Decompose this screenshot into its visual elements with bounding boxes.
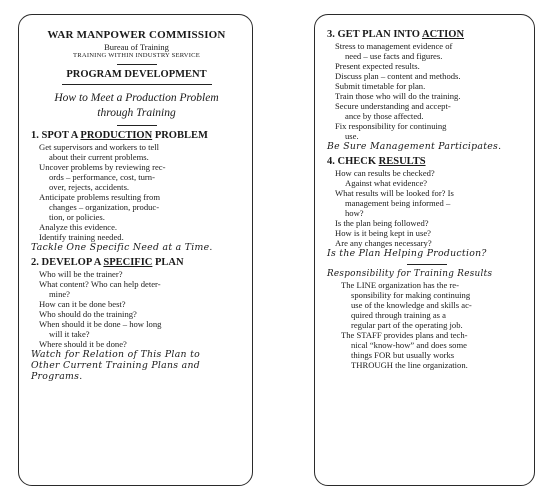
section-2-heading: [31, 257, 242, 269]
section-4-tagline: Is the Plan Helping Production?: [327, 248, 487, 259]
list-item-line: Secure understanding and accept-: [335, 101, 451, 111]
heading-suffix: PLAN: [152, 257, 184, 268]
list-item-line: mine?: [49, 289, 70, 299]
service-line: TRAINING WITHIN INDUSTRY SERVICE: [73, 52, 200, 59]
left-card: [18, 14, 253, 486]
list-item: [39, 142, 242, 162]
heading-keyword: SPECIFIC: [103, 257, 153, 268]
list-item-line: management being informed –: [345, 198, 451, 208]
divider: [117, 125, 157, 126]
list-item: [335, 228, 526, 238]
list-item-line: What content? Who can help deter-: [39, 279, 161, 289]
list-item-line: use.: [345, 131, 359, 141]
list-item-line: What results will be looked for? Is: [335, 188, 454, 198]
list-item-line: Present expected results.: [335, 61, 420, 71]
list-item-line: How is it being kept in use?: [335, 228, 431, 238]
list-item-line: Train those who will do the training.: [335, 91, 461, 101]
divider: [407, 264, 447, 265]
list-item-line: Identify training needed.: [39, 232, 124, 242]
list-item-line: Get supervisors and workers to tell: [39, 142, 160, 152]
list-item: [335, 238, 526, 248]
list-item-line: When should it be done – how long: [39, 319, 162, 329]
list-item: [335, 81, 526, 91]
list-item: [335, 121, 526, 141]
section-2-list: [31, 269, 242, 349]
list-item: [341, 280, 526, 330]
list-item: [335, 91, 526, 101]
list-item-line: Who should do the training?: [39, 309, 137, 319]
list-item-line: Analyze this evidence.: [39, 222, 118, 232]
heading-prefix: 3. GET PLAN INTO: [327, 29, 423, 40]
list-item: [335, 188, 526, 218]
list-item-line: Discuss plan – content and methods.: [335, 71, 461, 81]
list-item-line: Uncover problems by reviewing rec-: [39, 162, 166, 172]
list-item-line: Anticipate problems resulting from: [39, 192, 161, 202]
list-item-line: The STAFF provides plans and tech-: [341, 330, 468, 340]
list-item-line: need – use facts and figures.: [345, 51, 443, 61]
list-item-line: Who will be the trainer?: [39, 269, 123, 279]
list-item: [335, 218, 526, 228]
heading-keyword: RESULTS: [378, 156, 426, 167]
list-item-line: use of the knowledge and skills ac-: [351, 300, 472, 310]
list-item-line: regular part of the operating job.: [351, 320, 463, 330]
list-item-line: will it take?: [49, 329, 90, 339]
list-item-line: How can it be done best?: [39, 299, 126, 309]
list-item-line: over, rejects, accidents.: [49, 182, 130, 192]
tagline-line: Programs.: [31, 371, 83, 382]
heading-keyword: ACTION: [422, 29, 465, 40]
list-item-line: How can results be checked?: [335, 168, 435, 178]
section-4-list: [327, 168, 526, 248]
list-item-line: changes – organization, produc-: [49, 202, 160, 212]
heading-suffix: PROBLEM: [152, 130, 208, 141]
list-item-line: Where should it be done?: [39, 339, 127, 349]
list-item-line: quired through training as a: [351, 310, 446, 320]
list-item: [335, 61, 526, 71]
list-item: [335, 101, 526, 121]
heading-prefix: 2. DEVELOP A: [31, 257, 104, 268]
list-item: [39, 192, 242, 222]
list-item: [39, 232, 242, 242]
list-item: [39, 319, 242, 339]
list-item-line: nical “know-how” and does some: [351, 340, 467, 350]
list-item: [39, 162, 242, 192]
list-item: [39, 339, 242, 349]
section-2-tagline: [31, 349, 242, 382]
divider: [117, 64, 157, 65]
section-1-heading: [31, 130, 242, 142]
section-1-tagline: Tackle One Specific Need at a Time.: [31, 242, 213, 253]
responsibility-title: Responsibility for Training Results: [327, 269, 493, 279]
list-item: [39, 222, 242, 232]
section-1-list: [31, 142, 242, 242]
list-item-line: Stress to management evidence of: [335, 41, 453, 51]
tagline-line: Watch for Relation of This Plan to: [31, 349, 201, 360]
program-title: PROGRAM DEVELOPMENT: [66, 69, 207, 80]
list-item: [341, 330, 526, 370]
list-item: [39, 309, 242, 319]
list-item-line: ance by those affected.: [345, 111, 424, 121]
list-item-line: how?: [345, 208, 364, 218]
heading-prefix: 4. CHECK: [327, 156, 379, 167]
list-item-line: Submit timetable for plan.: [335, 81, 426, 91]
list-item-line: Is the plan being followed?: [335, 218, 429, 228]
list-item: [335, 168, 526, 188]
tagline-line: Other Current Training Plans and: [31, 360, 200, 371]
bureau-line: Bureau of Training: [104, 42, 169, 52]
section-3-tagline: Be Sure Management Participates.: [327, 141, 502, 152]
heading-prefix: 1. SPOT A: [31, 130, 81, 141]
list-item-line: THROUGH the line organization.: [351, 360, 468, 370]
list-item: [335, 41, 526, 61]
list-item-line: Are any changes necessary?: [335, 238, 432, 248]
list-item: [39, 299, 242, 309]
heading-keyword: PRODUCTION: [80, 130, 153, 141]
responsibility-list: [327, 280, 526, 370]
divider: [62, 84, 212, 85]
subtitle-line: How to Meet a Production Problem: [54, 92, 219, 104]
section-4-heading: [327, 156, 526, 168]
list-item: [39, 269, 242, 279]
org-title: WAR MANPOWER COMMISSION: [47, 29, 226, 41]
section-3-heading: [327, 29, 526, 41]
list-item-line: things FOR but usually works: [351, 350, 455, 360]
list-item-line: The LINE organization has the re-: [341, 280, 459, 290]
subtitle: [31, 91, 242, 121]
list-item-line: sponsibility for making continuing: [351, 290, 471, 300]
section-3-list: [327, 41, 526, 141]
list-item-line: tion, or policies.: [49, 212, 105, 222]
list-item-line: ords – performance, cost, turn-: [49, 172, 155, 182]
subtitle-line: through Training: [97, 107, 176, 119]
list-item: [335, 71, 526, 81]
list-item: [39, 279, 242, 299]
list-item-line: Against what evidence?: [345, 178, 428, 188]
list-item-line: about their current problems.: [49, 152, 149, 162]
list-item-line: Fix responsibility for continuing: [335, 121, 447, 131]
right-card: [314, 14, 535, 486]
